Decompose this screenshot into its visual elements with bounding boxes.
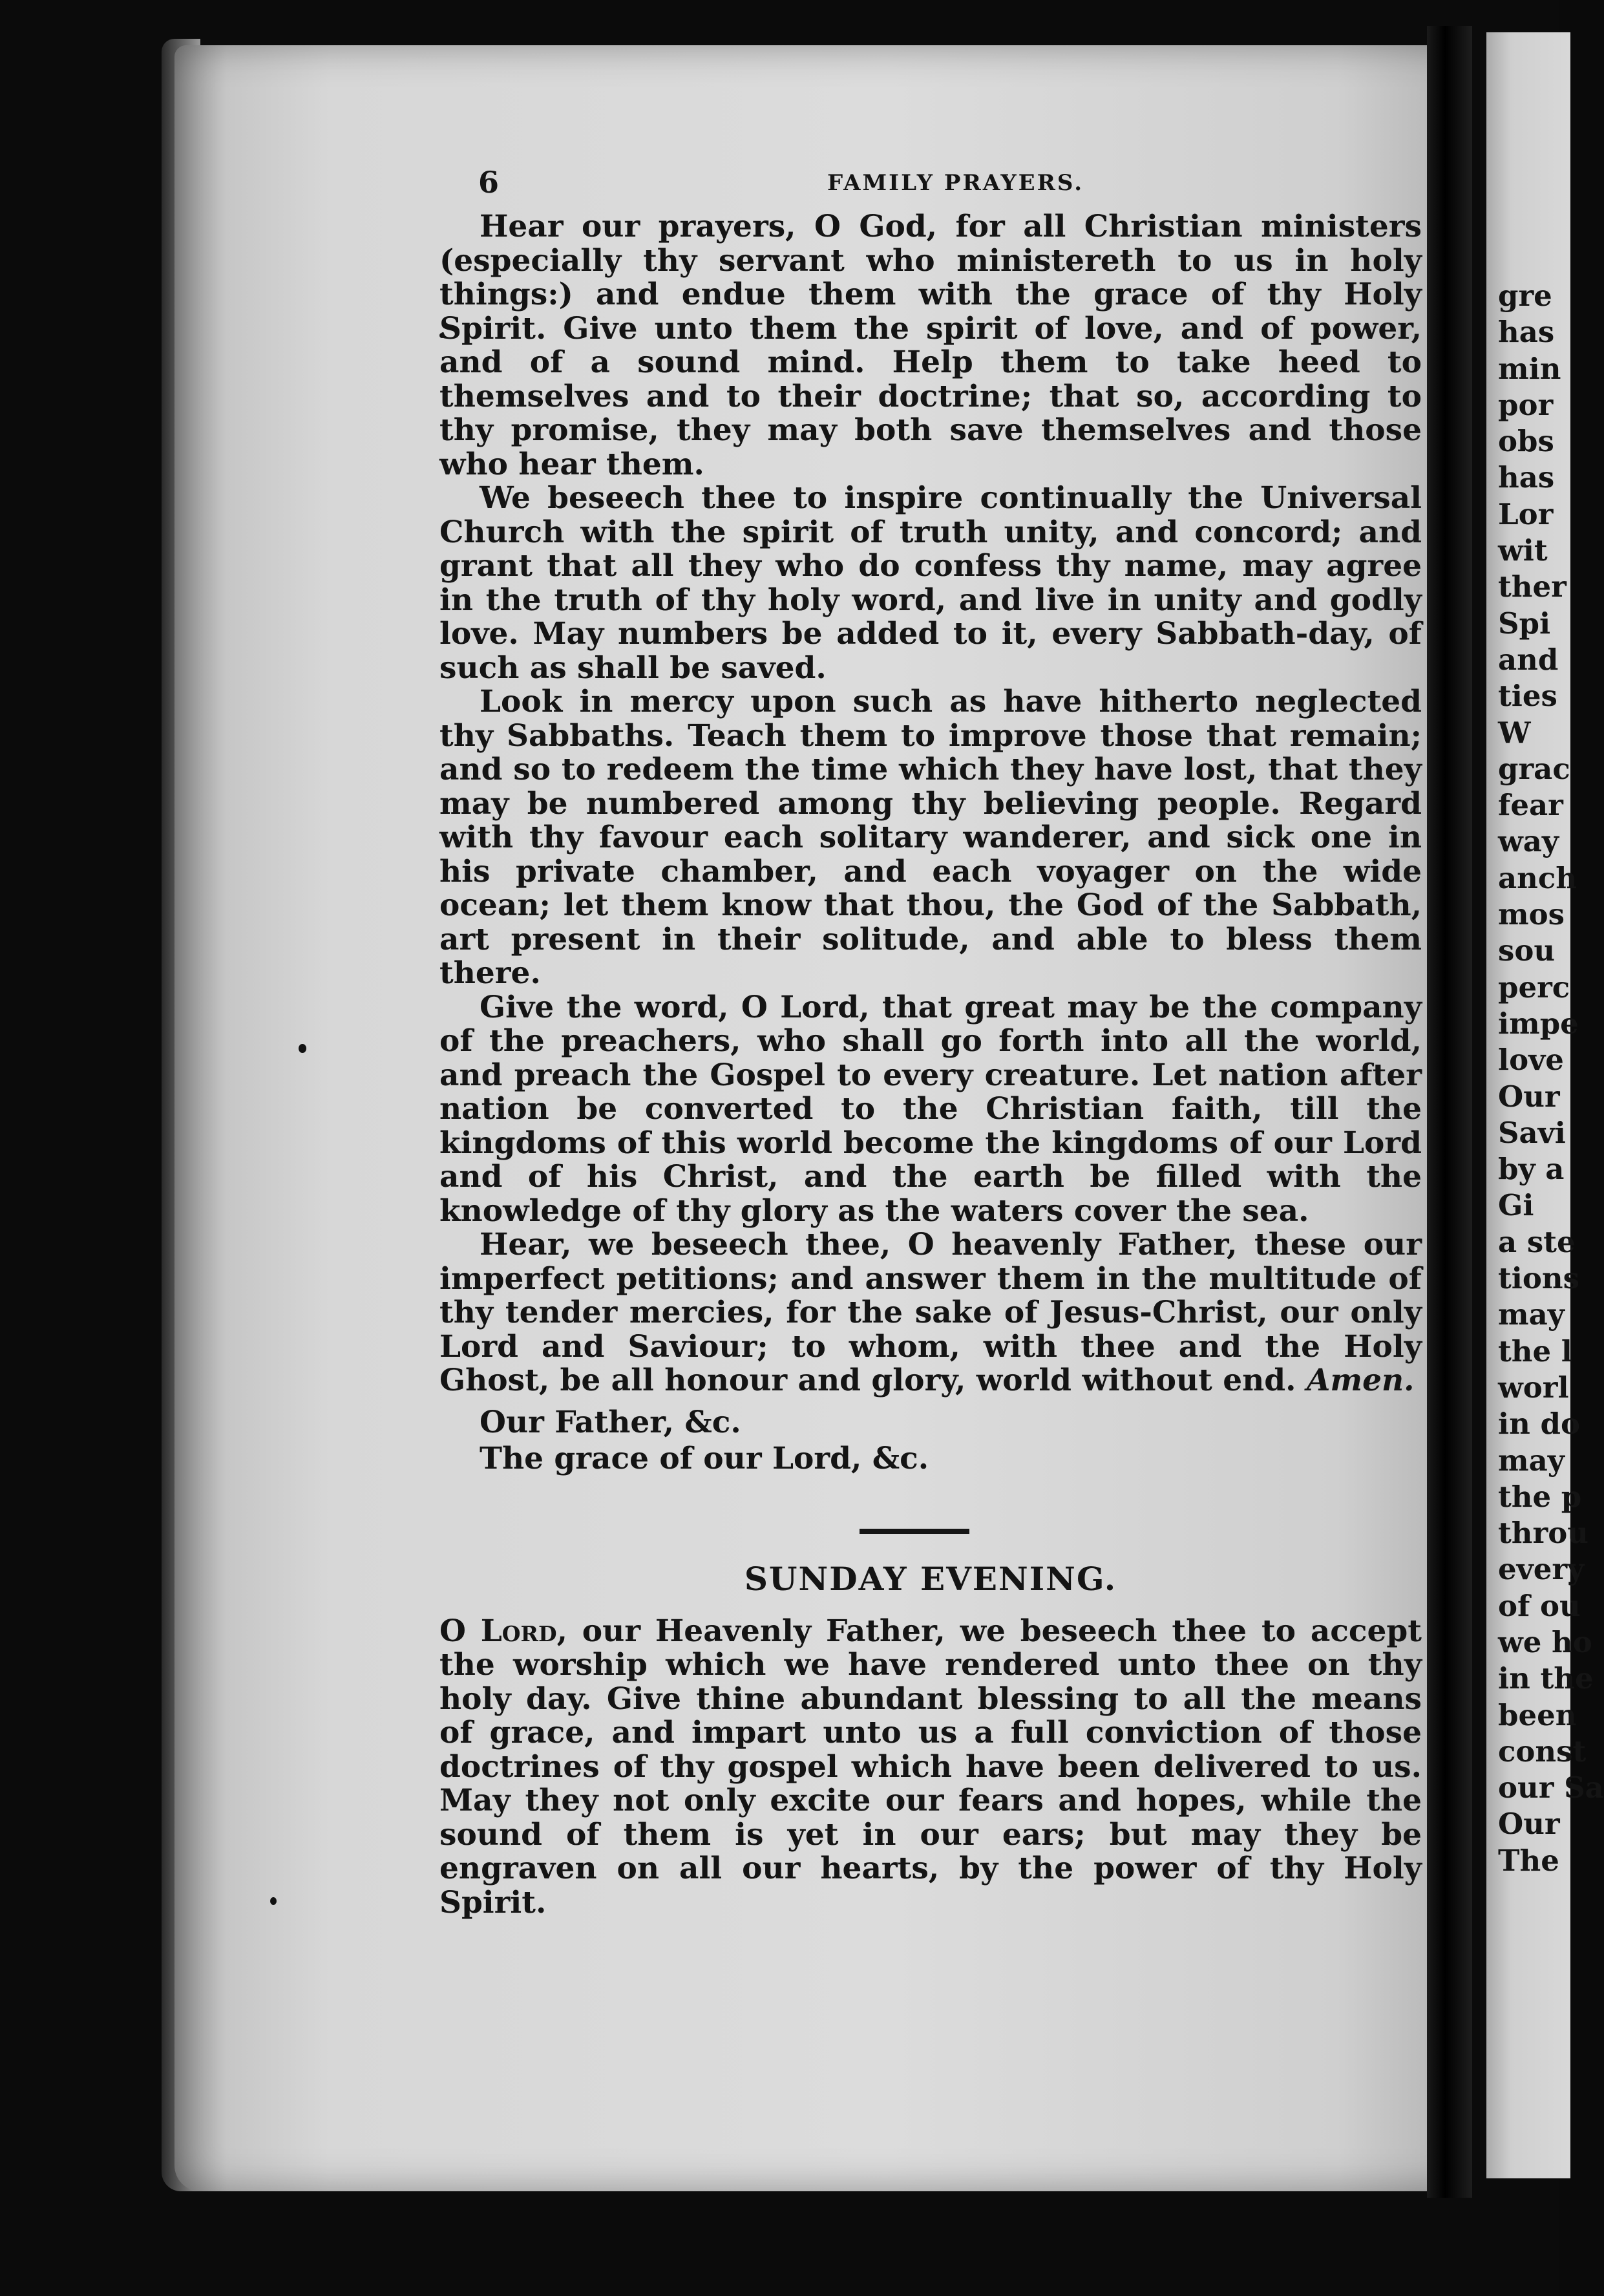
facing-page-line-fragment: impe	[1498, 1006, 1579, 1041]
facing-page-line-fragment: perc	[1498, 970, 1570, 1004]
facing-page-line-fragment: has	[1498, 460, 1555, 495]
facing-page-line-fragment: sou	[1498, 933, 1556, 968]
facing-page-line-fragment: in do	[1498, 1407, 1580, 1441]
facing-page-line-fragment: Gi	[1498, 1188, 1534, 1223]
facing-page-line-fragment: way	[1498, 824, 1559, 859]
closing-text: Hear, we beseech thee, O heavenly Father, these our imperfect petitions; and answer them in the multitude of thy tender mercies, for the sake of Jesus-Christ, our only Lord and Saviour; to whom, with thee and the Holy Ghost, be all honour and glory, world without end.	[439, 1227, 1422, 1398]
facing-page-line-fragment: Spi	[1498, 606, 1551, 641]
facing-page-line-fragment: may	[1498, 1443, 1565, 1478]
facing-page-line-fragment: and	[1498, 642, 1559, 677]
facing-page-line-fragment: by a	[1498, 1152, 1565, 1187]
prayer-paragraph-church: We beseech thee to inspire continually the Universal Church with the spirit of truth unity, and concord; and grant that all they who do confess thy name, may agree in the truth of thy holy word, and live in unity and godly love. May numbers be added to it, every Sabbath-day, of such as shall be saved.	[439, 480, 1422, 686]
running-head	[439, 165, 1422, 210]
prayer-paragraph-preachers: Give the word, O Lord, that great may be the company of the preachers, who shall go forth into all the world, and preach the Gospel to every creature. Let nation after nation be converted to the Christian faith, till the kingdoms of this world become the kingdoms of our Lord and of his Christ, and the earth be filled with the knowledge of thy glory as the waters cover the sea.	[439, 989, 1422, 1229]
facing-page-line-fragment: the p	[1498, 1479, 1582, 1514]
signoff-lords-prayer: Our Father, &c.	[480, 1404, 741, 1440]
facing-page-line-fragment: obs	[1498, 424, 1554, 459]
evening-prayer-paragraph	[439, 1615, 1422, 1920]
facing-page-line-fragment: we ho	[1498, 1624, 1592, 1659]
facing-page-line-fragment: a ste	[1498, 1224, 1576, 1259]
facing-page-line-fragment: been	[1498, 1697, 1577, 1732]
facing-page-line-fragment: Lor	[1498, 496, 1554, 531]
facing-page-line-fragment: min	[1498, 351, 1561, 386]
prayer-paragraph-ministers: Hear our prayers, O God, for all Christian ministers (especially thy servant who ministereth to us in holy things:) and endue them with the grace of thy Holy Spirit. Give unto them the spirit of love, and of power, and of a sound mind. Help them to take heed to themselves and to their doctrine; that so, according to thy promise, they may both save themselves and those who hear them.	[439, 209, 1422, 482]
ink-speck	[299, 1044, 306, 1053]
signoff-grace: The grace of our Lord, &c.	[480, 1440, 929, 1476]
facing-page-line-fragment: the l	[1498, 1334, 1572, 1368]
facing-page-line-fragment: grac	[1498, 751, 1570, 786]
facing-page-line-fragment: has	[1498, 315, 1555, 350]
facing-page-line-fragment: throu	[1498, 1516, 1588, 1551]
facing-page-line-fragment: Our	[1498, 1079, 1560, 1114]
running-title: FAMILY PRAYERS.	[827, 170, 1084, 196]
facing-page-line-fragment: wit	[1498, 533, 1548, 568]
facing-page-line-fragment: The	[1498, 1843, 1559, 1878]
facing-page-line-fragment: gre	[1498, 279, 1552, 313]
facing-page-line-fragment: ther	[1498, 569, 1567, 604]
prayer-paragraph-closing	[439, 1228, 1422, 1398]
page-content	[439, 165, 1422, 1920]
section-heading: SUNDAY EVENING.	[744, 1559, 1117, 1598]
facing-page-line-fragment: of ou	[1498, 1588, 1581, 1623]
facing-page-line-fragment: our Sa	[1498, 1770, 1604, 1805]
facing-page-line-fragment: Our	[1498, 1807, 1560, 1842]
facing-page-line-fragment: por	[1498, 387, 1554, 422]
facing-page-line-fragment: const	[1498, 1734, 1587, 1769]
facing-page-line-fragment: tions	[1498, 1261, 1579, 1296]
prayer-paragraph-sabbaths: Look in mercy upon such as have hitherto neglected thy Sabbaths. Teach them to improve those that remain; and so to redeem the time which they have lost, that they may be numbered among thy believing people. Regard with thy favour each solitary wanderer, and sick one in his private chamber, and each voyager on the wide ocean; let them know that thou, the God of the Sabbath, art present in their solitude, and able to bless them there.	[439, 684, 1422, 991]
amen: Amen.	[1306, 1363, 1415, 1398]
facing-page-column	[1498, 278, 1604, 1879]
facing-page-line-fragment: anch	[1498, 860, 1577, 895]
facing-page-line-fragment: in the	[1498, 1661, 1594, 1696]
section-divider-rule	[860, 1529, 969, 1534]
facing-page-line-fragment: fear	[1498, 788, 1563, 823]
facing-page-line-fragment: every	[1498, 1552, 1585, 1587]
book-gutter	[1427, 26, 1472, 2198]
opening-word: O Lord,	[439, 1613, 567, 1649]
facing-page-line-fragment: may	[1498, 1297, 1565, 1332]
facing-page-line-fragment: love	[1498, 1043, 1564, 1078]
facing-page-line-fragment: W	[1498, 715, 1531, 750]
ink-speck	[270, 1897, 277, 1905]
page-number: 6	[478, 165, 500, 200]
facing-page-line-fragment: ties	[1498, 679, 1557, 714]
evening-prayer-text: our Heavenly Father, we beseech thee to accept the worship which we have rendered unto thee on thy holy day. Give thine abundant blessing to all the means of grace, and impart unto us a full conviction of those doctrines of thy gospel which have been delivered to us. May they not only excite our fears and hopes, while the sound of them is yet in our ears; but may they be engraven on all our hearts, by the power of thy Holy Spirit.	[439, 1613, 1422, 1920]
facing-page-line-fragment: Savi	[1498, 1115, 1566, 1150]
facing-page-line-fragment: worl	[1498, 1370, 1569, 1405]
facing-page-line-fragment: mos	[1498, 897, 1565, 932]
